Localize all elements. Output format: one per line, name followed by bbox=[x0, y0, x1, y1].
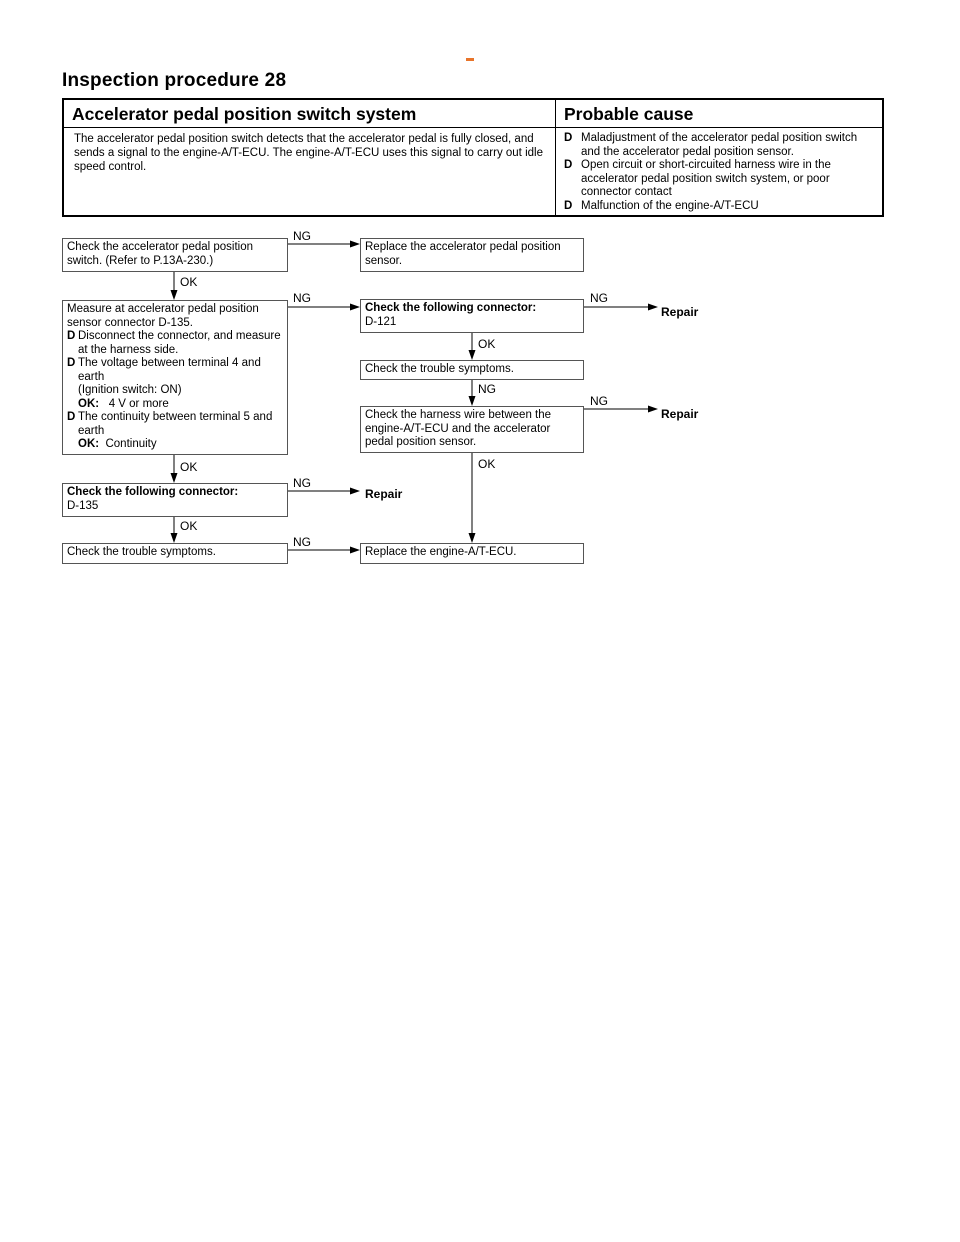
arrow-right-icon bbox=[648, 304, 658, 311]
list-item: D Disconnect the connector, and measure at the harness side. bbox=[67, 330, 281, 356]
repair-label: Repair bbox=[661, 305, 699, 319]
ok-label: OK bbox=[478, 337, 496, 351]
arrow-down-icon bbox=[469, 396, 476, 406]
ok-label: OK bbox=[180, 460, 198, 474]
bullet-icon: D bbox=[564, 132, 573, 144]
bullet-icon: D bbox=[564, 159, 573, 171]
table-header-cause: Probable cause bbox=[556, 100, 884, 128]
ok-criterion-continuity: OK: Continuity bbox=[78, 438, 157, 450]
ng-label: NG bbox=[293, 535, 311, 549]
replace-pedal-sensor-box: Replace the accelerator pedal position sensor. bbox=[360, 238, 584, 272]
check-trouble-symptoms-box-mid: Check the trouble symptoms. bbox=[360, 360, 584, 380]
arrow-right-icon bbox=[350, 488, 360, 495]
ok-label: OK bbox=[478, 457, 496, 471]
ng-label: NG bbox=[590, 394, 608, 408]
ignition-condition: (Ignition switch: ON) bbox=[78, 384, 182, 396]
page-title: Inspection procedure 28 bbox=[62, 70, 287, 91]
ok-label: OK bbox=[180, 275, 198, 289]
bullet-icon: D bbox=[564, 199, 573, 212]
list-item: D The voltage between terminal 4 and earth bbox=[67, 357, 261, 383]
arrow-down-icon bbox=[171, 533, 178, 543]
check-harness-box: Check the harness wire between the engine-A/T-ECU and the accelerator pedal position sensor. bbox=[360, 406, 584, 453]
check-trouble-symptoms-box-left: Check the trouble symptoms. bbox=[62, 543, 288, 564]
arrow-down-icon bbox=[171, 290, 178, 300]
list-item: D Maladjustment of the accelerator pedal position switch and the accelerator pedal position sensor. bbox=[564, 132, 858, 158]
arrow-right-icon bbox=[350, 547, 360, 554]
arrow-right-icon bbox=[350, 304, 360, 311]
repair-label: Repair bbox=[661, 407, 699, 421]
system-description: The accelerator pedal position switch detects that the accelerator pedal is fully closed, and sends a signal to the engine-A/T-ECU. The engine-A/T-ECU uses this signal to carry out idle speed control. bbox=[64, 128, 556, 217]
check-pedal-switch-box: Check the accelerator pedal position switch. (Refer to P.13A-230.) bbox=[62, 238, 288, 272]
arrow-down-icon bbox=[469, 533, 476, 543]
ok-criterion-voltage: OK: 4 V or more bbox=[78, 397, 169, 410]
ng-label: NG bbox=[293, 476, 311, 490]
bullet-icon: D bbox=[67, 330, 76, 342]
bullet-icon: D bbox=[67, 357, 76, 369]
ng-label: NG bbox=[293, 291, 311, 305]
table-header-system: Accelerator pedal position switch system bbox=[64, 100, 556, 128]
measure-connector-box bbox=[62, 300, 288, 455]
ng-label: NG bbox=[478, 382, 496, 396]
arrow-down-icon bbox=[171, 473, 178, 483]
arrow-right-icon bbox=[350, 241, 360, 248]
repair-label: Repair bbox=[365, 487, 403, 501]
replace-ecu-box: Replace the engine-A/T-ECU. bbox=[360, 543, 584, 564]
ok-label: OK bbox=[180, 519, 198, 533]
arrow-down-icon bbox=[469, 350, 476, 360]
list-item: D Malfunction of the engine-A/T-ECU bbox=[564, 199, 759, 212]
bullet-icon: D bbox=[67, 411, 76, 423]
list-item: D Open circuit or short-circuited harness wire in the accelerator pedal position switch system, or poor connector contact bbox=[564, 159, 831, 198]
ng-label: NG bbox=[590, 291, 608, 305]
check-connector-d135-box: Check the following connector: D-135 bbox=[62, 483, 288, 517]
check-connector-d121-box: Check the following connector: D-121 bbox=[360, 299, 584, 333]
measure-intro: Measure at accelerator pedal position sensor connector D-135. bbox=[67, 303, 259, 329]
arrow-right-icon bbox=[648, 406, 658, 413]
ng-label: NG bbox=[293, 229, 311, 243]
list-item: D The continuity between terminal 5 and earth bbox=[67, 411, 273, 437]
